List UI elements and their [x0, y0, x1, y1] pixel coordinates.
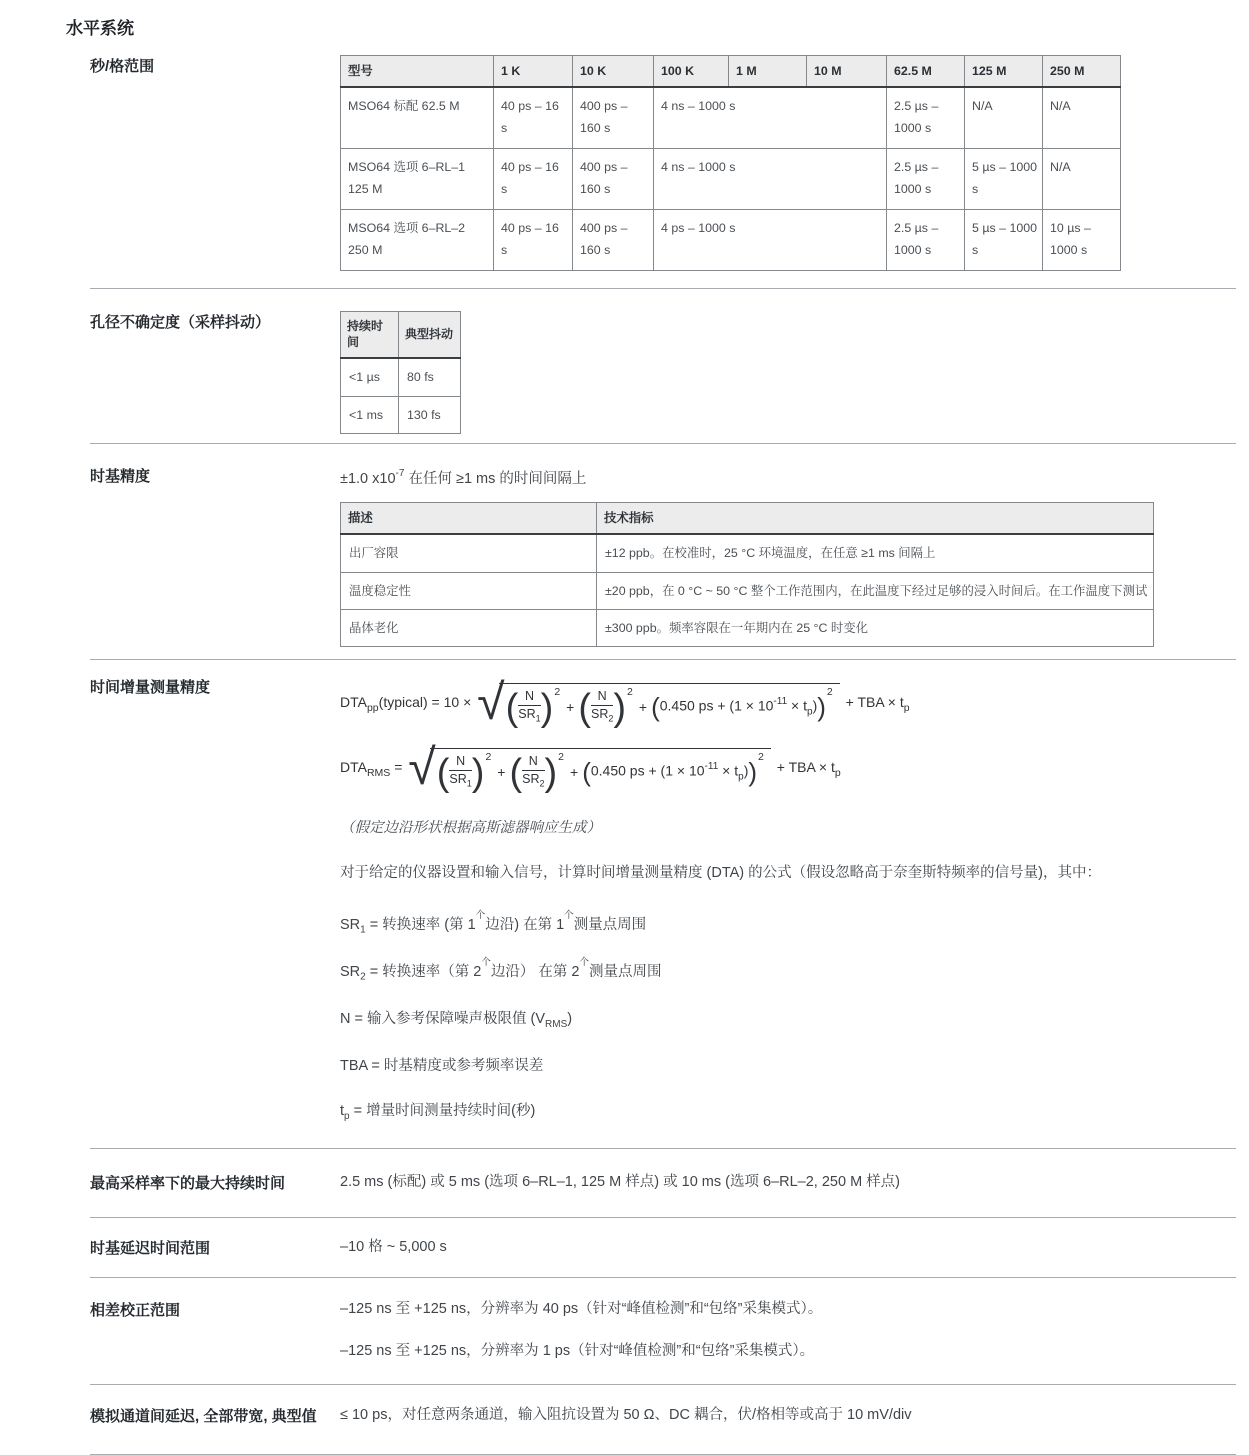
den-base: SR: [518, 707, 536, 722]
column-header: 100 K: [654, 56, 729, 88]
section-seconds-per-div: [90, 55, 1236, 289]
inner-term: [591, 762, 748, 782]
headline-text: 在任何 ≥1 ms 的时间间隔上: [404, 471, 587, 488]
def-token: N = 输入参考保障噪声极限值 (V: [340, 1010, 546, 1027]
formula-token: DTA: [340, 693, 367, 710]
formula-lhs: [340, 759, 406, 779]
model-cell: MSO64 选项 6–RL–1 125 M: [341, 149, 494, 210]
table-cell: 10 µs – 1000 s: [1043, 210, 1121, 271]
table-header-row: [341, 56, 1121, 88]
paren: ): [748, 756, 758, 787]
paren: ): [817, 691, 826, 722]
paren: ): [544, 752, 558, 795]
def-token: t: [340, 1102, 345, 1119]
column-header: 描述: [341, 503, 597, 535]
fraction: [518, 689, 540, 725]
def-subscript: RMS: [545, 1018, 568, 1030]
radical-symbol: √: [477, 674, 505, 731]
section-label: 孔径不确定度（采样抖动）: [90, 314, 271, 332]
formula-token: (typical) = 10 ×: [378, 693, 476, 710]
table-cell: 4 ns – 1000 s: [654, 149, 887, 210]
radical-symbol: √: [408, 739, 436, 796]
def-token: = 转换速率 (第 1: [365, 916, 476, 933]
plus-operator: +: [497, 763, 506, 780]
radicand: [430, 748, 771, 795]
formula-lhs: [340, 694, 475, 714]
numerator: N: [518, 689, 540, 707]
column-header: 1 K: [494, 56, 573, 88]
column-header: 10 M: [807, 56, 887, 88]
table-row: [341, 210, 1121, 271]
section-deskew-range: [90, 1278, 1236, 1385]
exponent: -11: [773, 695, 788, 707]
tp-definition: [340, 1099, 1236, 1122]
den-base: SR: [449, 772, 467, 787]
formula-token: × t: [718, 762, 739, 779]
paren: (: [582, 756, 591, 787]
table-header-row: [341, 503, 1154, 535]
def-subscript: p: [344, 1110, 350, 1122]
den-sub: 1: [466, 778, 472, 789]
exponent: 2: [485, 750, 492, 763]
def-superscript: 个: [475, 909, 486, 921]
formula-subscript: RMS: [366, 766, 391, 779]
exponent: 2: [558, 750, 565, 763]
formula-token: 1 × 10: [734, 697, 774, 714]
section-content: [340, 1299, 1236, 1363]
formula-subscript: pp: [366, 701, 379, 714]
den-sub: 1: [535, 713, 541, 724]
den-base: SR: [522, 772, 540, 787]
den-sub: 2: [608, 713, 614, 724]
section-label: 秒/格范围: [90, 58, 155, 75]
sr1-definition: [340, 909, 1236, 936]
section-aperture-uncertainty: [90, 289, 1236, 444]
def-token: = 增量时间测量持续时间(秒): [349, 1102, 536, 1119]
formula-subscript: p: [834, 766, 841, 779]
def-token: 测量点周围: [589, 964, 662, 981]
square-root: [408, 739, 771, 796]
table-cell: <1 ms: [341, 396, 399, 433]
numerator: N: [449, 754, 471, 772]
column-header: 持续时间: [341, 312, 399, 359]
table-row: [341, 396, 461, 433]
paren: (: [436, 752, 450, 795]
section-label: 相差校正范围: [90, 1302, 181, 1320]
table-cell: 400 ps – 160 s: [573, 87, 654, 149]
denominator: [449, 771, 471, 790]
square-root: [477, 674, 840, 731]
def-subscript: 1: [360, 924, 366, 936]
paren: (: [509, 752, 523, 795]
def-subscript: 2: [360, 971, 366, 983]
table-cell: 130 fs: [399, 396, 461, 433]
table-cell: 400 ps – 160 s: [573, 210, 654, 271]
timebase-table: [340, 502, 1154, 647]
table-cell: 出厂容限: [341, 534, 597, 572]
plus-operator: +: [570, 763, 579, 780]
headline-superscript: -7: [395, 468, 405, 480]
table-cell: 40 ps – 16 s: [494, 87, 573, 149]
table-cell: 晶体老化: [341, 609, 597, 646]
table-row: [341, 534, 1154, 572]
formula-token: DTA: [340, 758, 367, 775]
table-row: [341, 149, 1121, 210]
formula-tail: [773, 759, 841, 779]
table-row: [341, 609, 1154, 646]
table-cell: N/A: [965, 87, 1043, 149]
aperture-table: [340, 311, 461, 434]
denominator: [518, 706, 540, 725]
formula-tail: [842, 694, 910, 714]
table-cell: 40 ps – 16 s: [494, 149, 573, 210]
plus-operator: +: [566, 698, 575, 715]
paren: (: [578, 687, 591, 730]
table-cell: 2.5 µs – 1000 s: [887, 210, 965, 271]
section-content: [340, 1237, 1236, 1259]
table-row: [341, 358, 461, 396]
column-header: 1 M: [729, 56, 807, 88]
inner-term: [660, 697, 817, 717]
table-cell: 400 ps – 160 s: [573, 149, 654, 210]
table-header-row: [341, 312, 461, 359]
deskew-line-2: –125 ns 至 +125 ns，分辨率为 1 ps（针对“峰值检测”和“包络”采集模式）。: [340, 1342, 815, 1359]
tba-definition: TBA = 时基精度或参考频率误差: [340, 1057, 544, 1074]
formula-token: =: [390, 758, 407, 775]
exponent: -11: [704, 760, 719, 772]
denominator: [591, 706, 613, 725]
paren: (: [660, 762, 666, 779]
section-delta-time-accuracy: [90, 660, 1236, 1148]
page-title: 水平系统: [66, 19, 134, 38]
paren: (: [651, 691, 660, 722]
def-token: ): [567, 1010, 573, 1027]
def-superscript: 个: [564, 909, 574, 921]
exponent: 2: [554, 685, 561, 698]
timebase-headline: [340, 467, 1236, 488]
paren: ): [471, 752, 485, 795]
radicand: [499, 683, 840, 730]
sr2-definition: [340, 959, 1236, 983]
table-cell: N/A: [1043, 87, 1121, 149]
paren: ): [812, 697, 818, 714]
max-duration-value: 2.5 ms (标配) 或 5 ms (选项 6–RL–1, 125 M 样点) 或 10 ms (选项 6–RL–2, 250 M 样点): [340, 1173, 901, 1190]
section-content: [340, 676, 1236, 1121]
dta-rms-formula: [340, 739, 1236, 796]
table-cell: 40 ps – 16 s: [494, 210, 573, 271]
n-definition: [340, 1007, 1236, 1030]
paren: ): [743, 762, 749, 779]
def-token: 边沿) 在第 1: [485, 916, 565, 933]
formula-token: + TBA × t: [841, 693, 904, 710]
table-cell: 4 ns – 1000 s: [654, 87, 887, 149]
section-content: [340, 1405, 1236, 1427]
section-timebase-accuracy: [90, 444, 1236, 660]
numerator: N: [522, 754, 544, 772]
def-superscript: 个: [481, 957, 491, 969]
spec-document: [90, 55, 1236, 1455]
table-row: [341, 87, 1121, 149]
table-cell: ±12 ppb。在校准时，25 °C 环境温度，在任意 ≥1 ms 间隔上: [597, 534, 1154, 572]
exponent: 2: [627, 685, 633, 698]
def-token: = 转换速率（第 2: [365, 964, 482, 981]
section-max-duration: [90, 1149, 1236, 1218]
formula-token: 1 × 10: [665, 762, 705, 779]
section-label: 模拟通道间延迟, 全部带宽, 典型值: [90, 1407, 317, 1425]
section-content: [340, 465, 1236, 647]
gaussian-note: （假定边沿形状根据高斯滤器响应生成）: [340, 820, 601, 837]
seconds-per-div-table: [340, 55, 1121, 271]
formula-token: 0.450 ps +: [590, 762, 661, 779]
exponent: 2: [758, 750, 764, 763]
column-header: 典型抖动: [399, 312, 461, 359]
deskew-line-1: –125 ns 至 +125 ns，分辨率为 40 ps（针对“峰值检测”和“包络”采集模式）。: [340, 1301, 823, 1318]
formula-subscript: p: [807, 705, 813, 717]
column-header: 62.5 M: [887, 56, 965, 88]
paren: (: [505, 687, 519, 730]
section-content: [340, 311, 1236, 434]
def-token: SR: [340, 916, 361, 933]
headline-text: ±1.0 x10: [340, 471, 396, 488]
numerator: N: [591, 689, 613, 707]
dta-description: 对于给定的仪器设置和输入信号，计算时间增量测量精度 (DTA) 的公式（假设忽略高于奈奎斯特频率的信号量)，其中：: [340, 865, 1101, 882]
column-header: 250 M: [1043, 56, 1121, 88]
paren: (: [729, 697, 735, 714]
column-header: 10 K: [573, 56, 654, 88]
def-token: SR: [340, 964, 361, 981]
exponent: 2: [826, 685, 833, 698]
delay-range-value: –10 格 ~ 5,000 s: [340, 1238, 447, 1255]
fraction: [449, 754, 471, 790]
section-label: 时基精度: [90, 468, 151, 486]
fraction: [591, 689, 613, 725]
paren: ): [540, 687, 554, 730]
column-header: 技术指标: [597, 503, 1154, 535]
formula-token: 0.450 ps +: [659, 697, 730, 714]
model-cell: MSO64 选项 6–RL–2 250 M: [341, 210, 494, 271]
model-cell: MSO64 标配 62.5 M: [341, 87, 494, 149]
column-header: 型号: [341, 56, 494, 88]
formula-subscript: p: [738, 770, 744, 782]
channel-delay-value: ≤ 10 ps，对任意两条通道，输入阻抗设置为 50 Ω、DC 耦合，伏/格相等或高于 10 mV/div: [340, 1406, 912, 1423]
table-cell: N/A: [1043, 149, 1121, 210]
section-label: 时间增量测量精度: [90, 679, 211, 697]
paren: ): [613, 687, 627, 730]
section-content: [340, 1172, 1236, 1194]
den-base: SR: [591, 707, 609, 722]
def-token: 边沿） 在第 2: [490, 964, 580, 981]
column-header: 125 M: [965, 56, 1043, 88]
table-cell: ±300 ppb。频率容限在一年期内在 25 °C 时变化: [597, 609, 1154, 646]
table-cell: 80 fs: [399, 358, 461, 396]
formula-subscript: p: [903, 701, 910, 714]
plus-operator: +: [638, 698, 648, 715]
section-content: [340, 55, 1236, 271]
table-cell: 5 µs – 1000 s: [965, 210, 1043, 271]
def-token: 测量点周围: [573, 916, 647, 933]
table-cell: 5 µs – 1000 s: [965, 149, 1043, 210]
formula-token: + TBA × t: [772, 758, 835, 775]
table-cell: <1 µs: [341, 358, 399, 396]
table-cell: 4 ps – 1000 s: [654, 210, 887, 271]
formula-token: × t: [787, 697, 807, 714]
den-sub: 2: [539, 778, 545, 789]
table-cell: ±20 ppb，在 0 °C ~ 50 °C 整个工作范围内，在此温度下经过足够的浸入时间后。在工作温度下测试: [597, 572, 1154, 609]
table-cell: 2.5 µs – 1000 s: [887, 149, 965, 210]
section-delay-range: [90, 1218, 1236, 1278]
section-channel-delay: [90, 1385, 1236, 1455]
section-label: 最高采样率下的最大持续时间: [90, 1174, 286, 1192]
fraction: [522, 754, 544, 790]
table-cell: 2.5 µs – 1000 s: [887, 87, 965, 149]
def-superscript: 个: [579, 957, 589, 969]
table-row: [341, 572, 1154, 609]
table-cell: 温度稳定性: [341, 572, 597, 609]
dta-pp-formula: [340, 674, 1236, 731]
denominator: [522, 771, 544, 790]
section-label: 时基延迟时间范围: [90, 1239, 211, 1257]
